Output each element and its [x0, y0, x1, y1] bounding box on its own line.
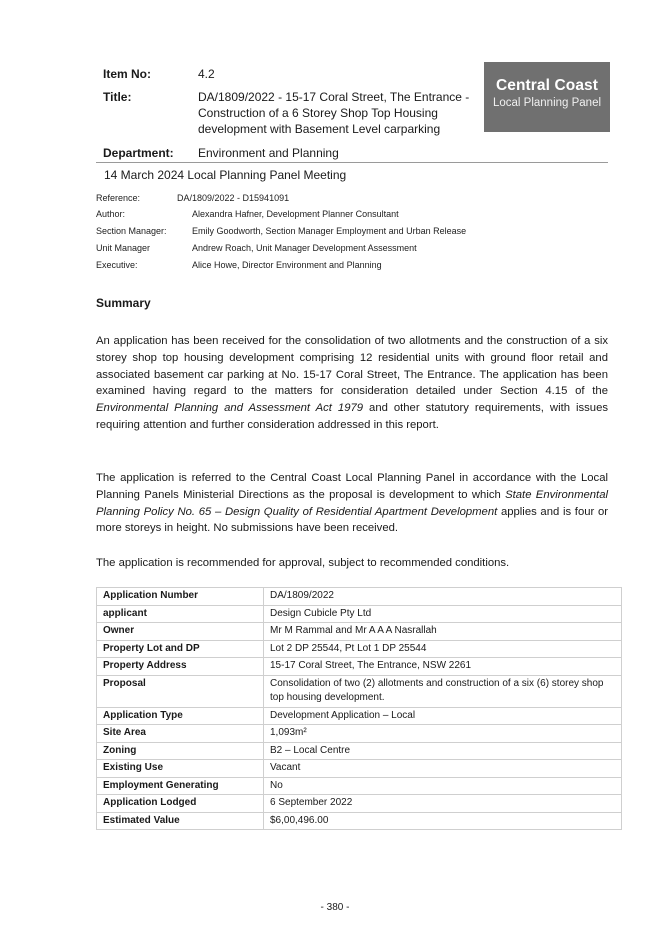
table-value-cell: B2 – Local Centre	[264, 742, 622, 760]
meta-label-section-manager: Section Manager:	[96, 226, 167, 236]
table-value-cell: $6,00,496.00	[264, 812, 622, 830]
title-label: Title:	[103, 90, 132, 104]
table-row	[97, 795, 622, 813]
table-row	[97, 640, 622, 658]
table-row	[97, 725, 622, 743]
table-key-cell: Owner	[97, 623, 264, 641]
table-value-cell: 1,093m²	[264, 725, 622, 743]
table-row	[97, 707, 622, 725]
meta-value-section-manager: Emily Goodworth, Section Manager Employment and Urban Release	[192, 226, 467, 236]
table-key-cell: Existing Use	[97, 760, 264, 778]
p1-end-text: and other statutory requirements, with issues requiring attention and further consideration addressed in this report.	[96, 402, 608, 431]
meta-label-reference: Reference:	[96, 193, 141, 203]
meta-label-author: Author:	[96, 209, 126, 219]
table-row	[97, 605, 622, 623]
table-value-cell: No	[264, 777, 622, 795]
p1-text: An application has been received for the consolidation of two allotments and the construction of a six storey shop top housing development comprising 12 residential units with ground floor retail and associated basement car parking at No. 15-17 Coral Street, The Entrance. The application has been examined having regard to the matters for consideration detailed under Section 4.15 of the	[96, 335, 608, 398]
table-key-cell: Property Lot and DP	[97, 640, 264, 658]
page-number: - 380 -	[320, 902, 350, 913]
summary-paragraph-2	[96, 470, 608, 537]
table-key-cell: Estimated Value	[97, 812, 264, 830]
meta-label-executive: Executive:	[96, 260, 138, 270]
table-key-cell: Application Type	[97, 707, 264, 725]
table-key-cell: Employment Generating	[97, 777, 264, 795]
table-value-cell: Vacant	[264, 760, 622, 778]
item-no-label: Item No:	[103, 67, 151, 81]
header-divider	[96, 162, 608, 163]
summary-heading: Summary	[96, 296, 151, 310]
table-key-cell: Proposal	[97, 675, 264, 707]
table-value-cell: Lot 2 DP 25544, Pt Lot 1 DP 25544	[264, 640, 622, 658]
page-title	[198, 89, 480, 137]
table-row	[97, 623, 622, 641]
meta-label-unit-manager: Unit Manager	[96, 243, 151, 253]
table-row	[97, 675, 622, 707]
meta-value-unit-manager: Andrew Roach, Unit Manager Development Assessment	[192, 243, 417, 253]
title-line: DA/1809/2022 - 15-17 Coral Street, The Entrance -	[198, 90, 470, 104]
logo-subtitle: Local Planning Panel	[492, 97, 602, 109]
meta-value-reference: DA/1809/2022 - D15941091	[177, 193, 290, 203]
table-row	[97, 760, 622, 778]
meeting-line: 14 March 2024 Local Planning Panel Meeting	[104, 168, 347, 182]
logo-title: Central Coast	[495, 77, 599, 94]
table-value-cell: Design Cubicle Pty Ltd	[264, 605, 622, 623]
title-line: Construction of a 6 Storey Shop Top Housing	[198, 106, 438, 120]
table-row	[97, 777, 622, 795]
table-row	[97, 742, 622, 760]
table-value-cell: Consolidation of two (2) allotments and construction of a six (6) storey shop top housing development.	[264, 675, 622, 707]
table-value-cell: Mr M Rammal and Mr A A A Nasrallah	[264, 623, 622, 641]
meta-value-author: Alexandra Hafner, Development Planner Consultant	[192, 209, 399, 219]
summary-paragraph-1	[96, 333, 608, 434]
application-details-table	[96, 587, 622, 830]
central-coast-logo	[484, 62, 610, 132]
department-label: Department:	[103, 146, 174, 160]
table-key-cell: Application Lodged	[97, 795, 264, 813]
table-row	[97, 588, 622, 606]
table-value-cell: 6 September 2022	[264, 795, 622, 813]
p2-policy-name: State Environmental Planning Policy No. 65 – Design Quality of Residential Apartment Development	[96, 488, 608, 518]
table-value-cell: DA/1809/2022	[264, 588, 622, 606]
meta-value-executive: Alice Howe, Director Environment and Planning	[192, 260, 382, 270]
table-key-cell: Property Address	[97, 658, 264, 676]
p2-text: The application is referred to the Central Coast Local Planning Panel in accordance with the Local Planning Panels Ministerial Directions as the proposal is development to which	[96, 472, 608, 501]
p2-end-text: applies and is four or more storeys in height. No submissions have been received.	[96, 505, 609, 535]
table-row	[97, 658, 622, 676]
table-row	[97, 812, 622, 830]
table-key-cell: Zoning	[97, 742, 264, 760]
table-key-cell: Application Number	[97, 588, 264, 606]
summary-paragraph-3: The application is recommended for approval, subject to recommended conditions.	[96, 557, 510, 569]
table-value-cell: 15-17 Coral Street, The Entrance, NSW 2261	[264, 658, 622, 676]
table-key-cell: applicant	[97, 605, 264, 623]
table-value-cell: Development Application – Local	[264, 707, 622, 725]
department: Environment and Planning	[198, 146, 339, 160]
p1-act-name: Environmental Planning and Assessment Act 1979	[96, 402, 364, 415]
item-no: 4.2	[198, 67, 215, 81]
table-key-cell: Site Area	[97, 725, 264, 743]
title-line: development with Basement Level carparking	[198, 122, 441, 136]
